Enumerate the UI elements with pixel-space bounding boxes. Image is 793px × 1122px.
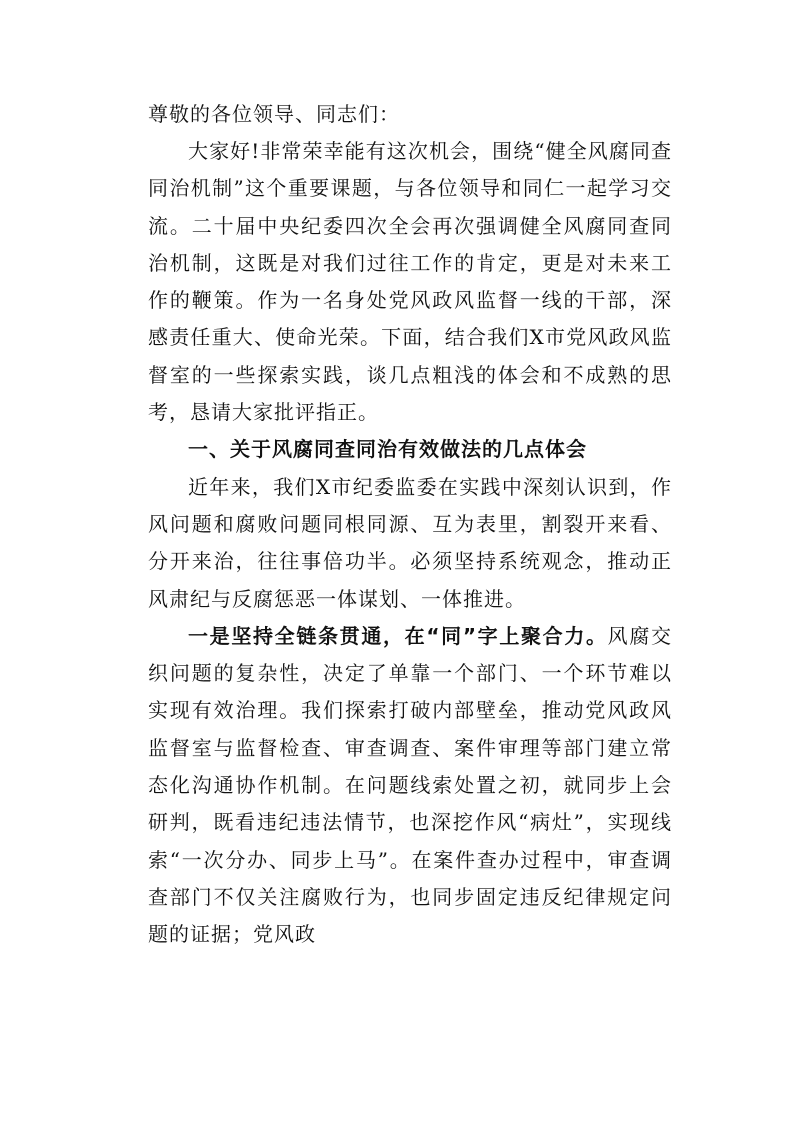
document-body [148, 96, 672, 954]
point-lead: 一是坚持全链条贯通，在“同”字上聚合力。 [188, 623, 608, 648]
point-paragraph [148, 618, 672, 954]
intro-paragraph: 大家好!非常荣幸能有这次机会，围绕“健全风腐同查同治机制”这个重要课题，与各位领导和同仁一起学习交流。二十届中央纪委四次全会再次强调健全风腐同查同治机制，这既是对我们过往工作的肯定，更是对未来工作的鞭策。作为一名身处党风政风监督一线的干部，深感责任重大、使命光荣。下面，结合我们X市党风政风监督室的一些探索实践，谈几点粗浅的体会和不成熟的思考，恳请大家批评指正。 [148, 139, 672, 425]
section-heading: 一、关于风腐同查同治有效做法的几点体会 [188, 437, 587, 462]
salutation: 尊敬的各位领导、同志们： [148, 102, 400, 126]
section-paragraph: 近年来，我们X市纪委监委在实践中深刻认识到，作风问题和腐败问题同根同源、互为表里，割裂开来看、分开来治，往往事倍功半。必须坚持系统观念，推动正风肃纪与反腐惩恶一体谋划、一体推进。 [148, 474, 672, 611]
point-body: 风腐交织问题的复杂性，决定了单靠一个部门、一个环节难以实现有效治理。我们探索打破内部壁垒，推动党风政风监督室与监督检查、审查调查、案件审理等部门建立常态化沟通协作机制。在问题线索处置之初，就同步上会研判，既看违纪违法情节，也深挖作风“病灶”，实现线索“一次分办、同步上马”。在案件查办过程中，审查调查部门不仅关注腐败行为，也同步固定违反纪律规定问题的证据；党风政 [148, 623, 672, 947]
